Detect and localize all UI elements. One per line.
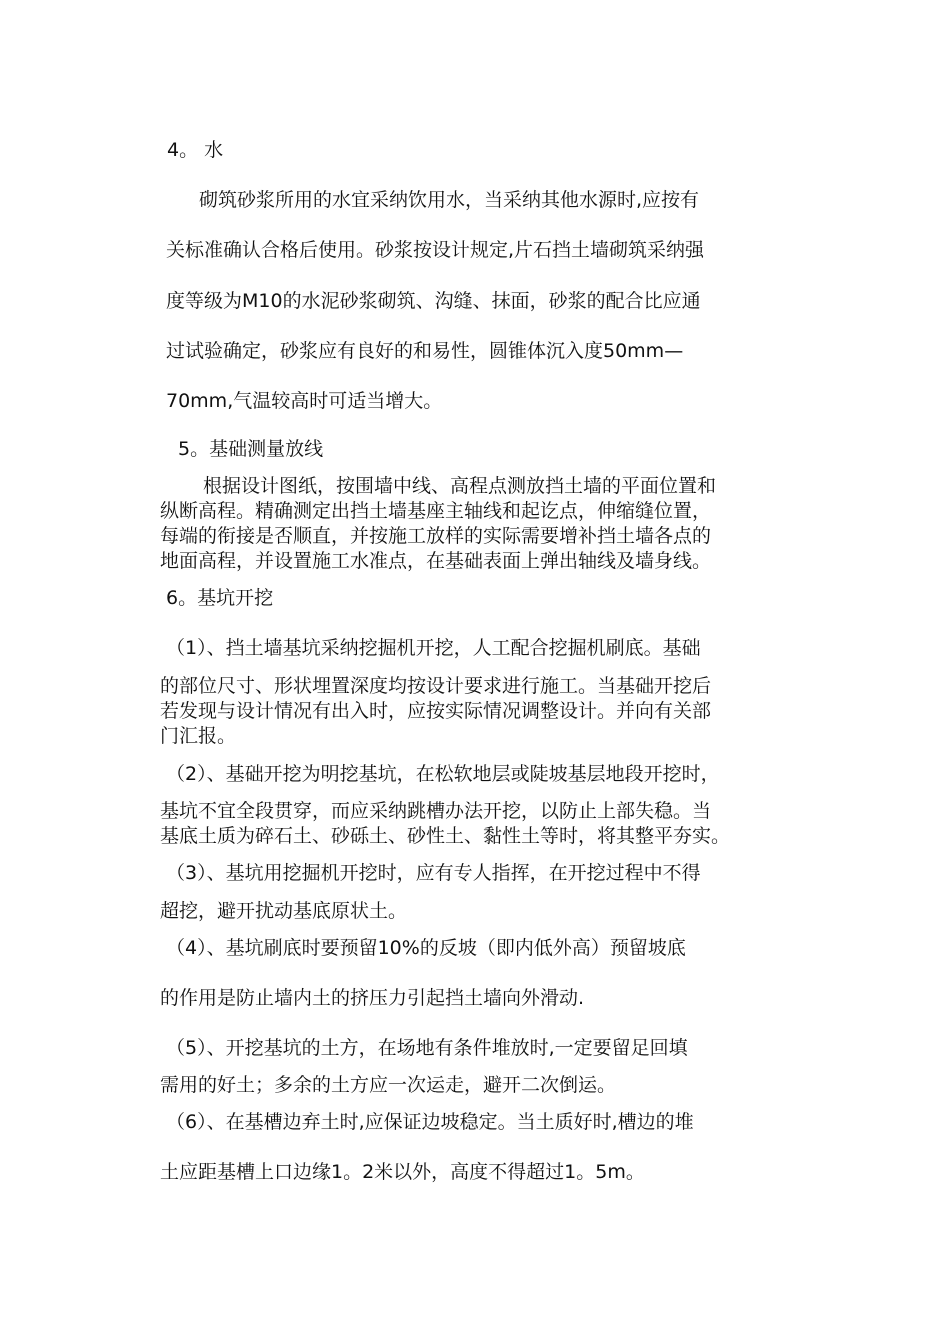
section-5-heading: 5。基础测量放线 — [178, 438, 324, 460]
item-1-line-1: （1）、挡土墙基坑采纳挖掘机开挖，人工配合挖掘机刷底。基础 — [166, 637, 701, 659]
section-5-line-3: 每端的衔接是否顺直，并按施工放样的实际需要增补挡土墙各点的 — [160, 525, 712, 547]
item-6-line-1: （6）、在基槽边弃土时,应保证边坡稳定。当土质好时,槽边的堆 — [166, 1111, 694, 1133]
section-4-heading: 4。 水 — [167, 139, 224, 161]
section-4-line-2: 关标准确认合格后使用。砂浆按设计规定,片石挡土墙砌筑采纳强 — [166, 239, 705, 261]
item-5-line-1: （5）、开挖基坑的土方，在场地有条件堆放时,一定要留足回填 — [166, 1037, 688, 1059]
item-3-line-1: （3）、基坑用挖掘机开挖时，应有专人指挥，在开挖过程中不得 — [166, 862, 701, 884]
item-4-line-1: （4）、基坑刷底时要预留10%的反坡（即内低外高）预留坡底 — [166, 937, 686, 959]
item-4-line-2: 的作用是防止墙内土的挤压力引起挡土墙向外滑动. — [160, 987, 585, 1009]
section-4-line-5: 70mm,气温较高时可适当增大。 — [166, 390, 443, 412]
section-4-line-1: 砌筑砂浆所用的水宜采纳饮用水，当采纳其他水源时,应按有 — [199, 189, 700, 211]
item-2-line-3: 基底土质为碎石土、砂砾土、砂性土、黏性土等时，将其整平夯实。 — [160, 825, 731, 847]
section-6-heading: 6。基坑开挖 — [166, 587, 274, 609]
section-5-line-2: 纵断高程。精确测定出挡土墙基座主轴线和起讫点，伸缩缝位置， — [160, 500, 712, 522]
item-1-line-3: 若发现与设计情况有出入时，应按实际情况调整设计。并向有关部 — [160, 700, 712, 722]
section-4-line-4: 过试验确定，砂浆应有良好的和易性，圆锥体沉入度50mm— — [166, 340, 684, 362]
section-5-line-1: 根据设计图纸，按围墙中线、高程点测放挡土墙的平面位置和 — [203, 475, 717, 497]
item-6-line-2: 土应距基槽上口边缘1。2米以外，高度不得超过1。5m。 — [160, 1161, 645, 1183]
item-1-line-2: 的部位尺寸、形状埋置深度均按设计要求进行施工。当基础开挖后 — [160, 675, 712, 697]
item-3-line-2: 超挖，避开扰动基底原状土。 — [160, 900, 408, 922]
section-4-line-3: 度等级为M10的水泥砂浆砌筑、沟缝、抹面，砂浆的配合比应通 — [166, 290, 701, 312]
section-5-line-4: 地面高程，并设置施工水准点，在基础表面上弹出轴线及墙身线。 — [160, 550, 712, 572]
item-5-line-2: 需用的好土；多余的土方应一次运走，避开二次倒运。 — [160, 1074, 617, 1096]
item-2-line-2: 基坑不宜全段贯穿，而应采纳跳槽办法开挖，以防止上部失稳。当 — [160, 800, 712, 822]
item-2-line-1: （2）、基础开挖为明挖基坑，在松软地层或陡坡基层地段开挖时， — [166, 763, 720, 785]
item-1-line-4: 门汇报。 — [160, 725, 237, 747]
